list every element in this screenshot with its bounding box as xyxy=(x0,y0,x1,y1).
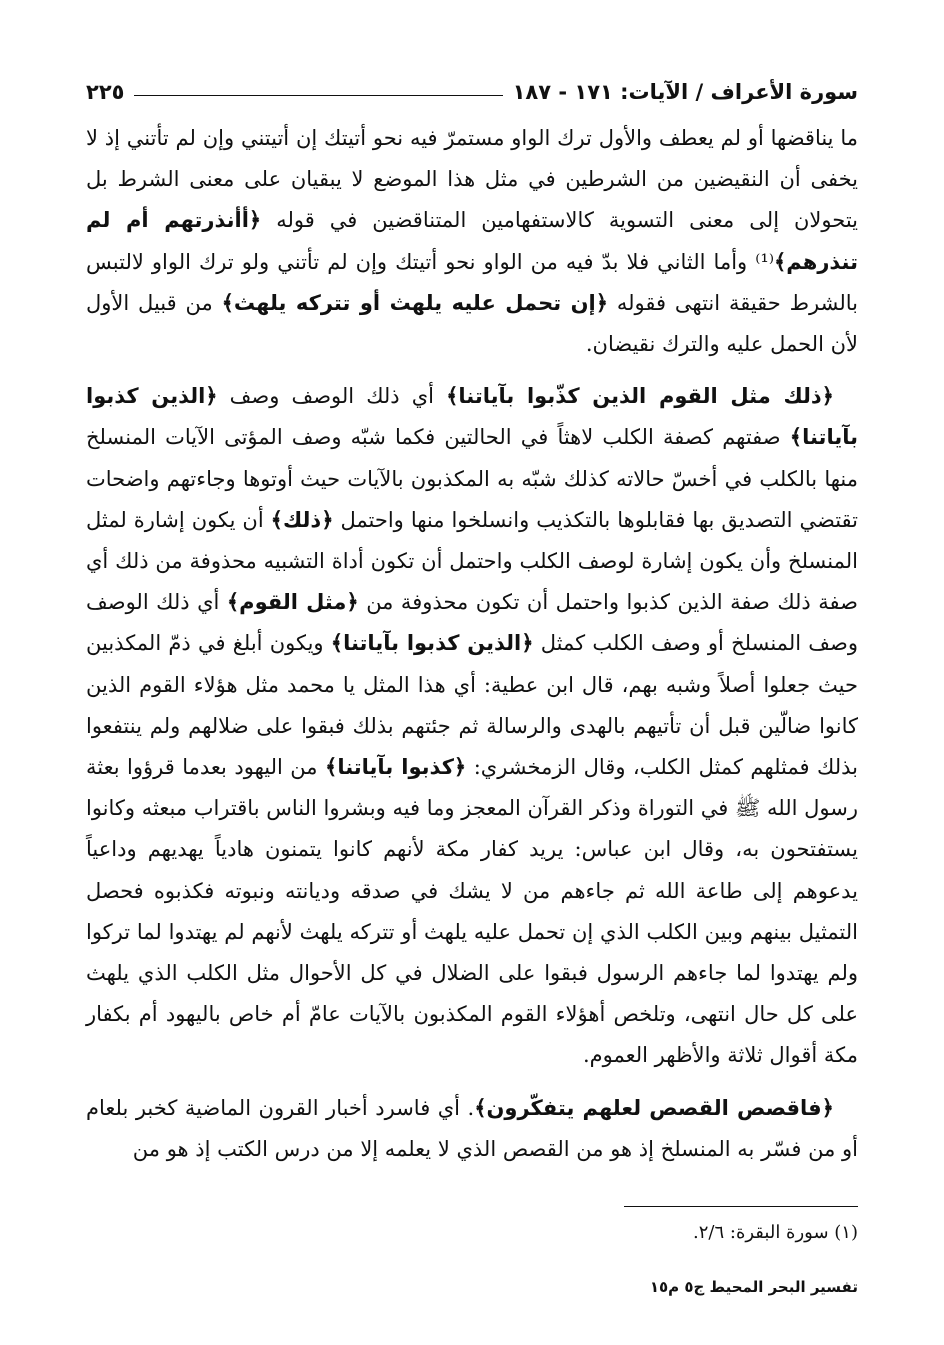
quran-quote: ﴿الذين كذبوا بآياتنا﴾ xyxy=(330,631,534,656)
printer-signature: تفسير البحر المحيط ج٥ م١٥ xyxy=(649,1278,858,1296)
quran-quote: ﴿ذلك﴾ xyxy=(270,507,334,532)
text-segment: ويكون أبلغ في ذمّ المكذبين حيث جعلوا أصلاً وشبه بهم، قال ابن عطية: أي هذا المثل يا محمد مثل هؤلاء القوم الذين كانوا ضالّين قبل أن تأتيهم بالهدى والرسالة ثم جئتهم بذلك فبقوا على ضلالهم ولم ينتفعوا بذلك فمثلهم كمثل الكلب، وقال الزمخشري: xyxy=(86,631,858,780)
text-segment: من اليهود بعدما قرؤوا بعثة رسول الله ﷺ في التوراة وذكر القرآن المعجز وما فيه وبشروا الناس باقتراب مبعثه وكانوا يستفتحون به، وقال ابن عباس: يريد كفار مكة لأنهم كانوا يتمنون هادياً يهديهم وداعياً يدعوهم إلى طاعة الله ثم جاءهم من لا يشك في صدقه وديانته ونبوته فكذبوه فحصل التمثيل بينهم وبين الكلب الذي إن تحمل عليه يلهث أو تتركه يلهث لأنهم لم يهتدوا لما تركوا ولم يهتدوا لما جاءهم الرسول فبقوا على الضلال في كل الأحوال مثل الكلب الذي يلهث على كل حال انتهى، وتلخص أهؤلاء القوم المكذبون بالآيات عامّ أم خاص باليهود أم بكفار مكة أقوال ثلاثة والأظهر العموم. xyxy=(86,755,858,1068)
quran-quote: ﴿أأنذرتهم أم لم تنذرهم﴾ xyxy=(86,208,858,274)
text-segment: أن يكون إشارة لمثل المنسلخ وأن يكون إشارة لوصف الكلب واحتمل أن تكون أداة التشبيه محذوفة من ذلك أي صفة ذلك صفة الذين كذبوا واحتمل أن تكون محذوفة من xyxy=(86,507,858,615)
quran-quote: ﴿ذلك مثل القوم الذين كذّبوا بآياتنا﴾ xyxy=(446,384,834,409)
quran-quote: ﴿مثل القوم﴾ xyxy=(226,590,359,615)
surah-title: سورة الأعراف / الآيات: ١٧١ - ١٨٧ xyxy=(512,80,858,104)
page-body xyxy=(86,118,858,1170)
text-segment: أي ذلك الوصف وصف xyxy=(217,384,447,409)
text-segment: أي ذلك الوصف وصف المنسلخ أو وصف الكلب كمثل xyxy=(86,590,858,656)
quran-quote: ﴿الذين كذبوا بآياتنا﴾ xyxy=(86,384,858,450)
page-number: ٢٢٥ xyxy=(86,80,125,104)
header-rule xyxy=(134,95,502,96)
text-segment: ما يناقضها أو لم يعطف والأول ترك الواو مستمرّ فيه نحو أتيتك إن أتيتني وإن لم تأتني إذ لا يخفى أن النقيضين من الشرطين في مثل هذا الموضع لا يبقيان على معنى الشرط بل يتحولان إلى معنى التسوية كالاستفهامين المتناقضين في قوله xyxy=(86,126,858,233)
text-segment: . أي فاسرد أخبار القرون الماضية كخبر بلعام أو من فسّر به المنسلخ إذ هو من القصص الذي لا يعلمه إلا من درس الكتب إذ هو من xyxy=(86,1095,858,1161)
text-segment: صفتهم كصفة الكلب لاهثاً في الحالتين فكما شبّه وصف المؤتى الآيات المنسلخ منها بالكلب في أخسّ حالاته كذلك شبّه به المكذبون بالآيات حيث أوتوها وجاءتهم واضحات تقتضي التصديق بها فقابلوها بالتكذيب وانسلخوا منها واحتمل xyxy=(86,425,858,532)
quran-quote: ﴿إن تحمل عليه يلهث أو تتركه يلهث﴾ xyxy=(221,290,609,315)
footnote: (١) سورة البقرة: ٢/٦. xyxy=(693,1222,858,1243)
quran-quote: ﴿كذبوا بآياتنا﴾ xyxy=(325,755,467,780)
text-segment: من قبيل الأول لأن الحمل عليه والترك نقيضان. xyxy=(86,290,858,357)
paragraph xyxy=(86,1088,858,1170)
text-segment: ⁽¹⁾ وأما الثاني فلا بدّ فيه من الواو نحو أتيتك وإن لم تأتني ولو ترك الواو لالتبس بالشرط حقيقة انتهى فقوله xyxy=(86,249,858,315)
footnote-separator xyxy=(624,1206,858,1207)
page-header xyxy=(86,64,858,104)
quran-quote: ﴿فاقصص القصص لعلهم يتفكّرون﴾ xyxy=(474,1095,834,1120)
paragraph xyxy=(86,376,858,1076)
paragraph xyxy=(86,118,858,365)
